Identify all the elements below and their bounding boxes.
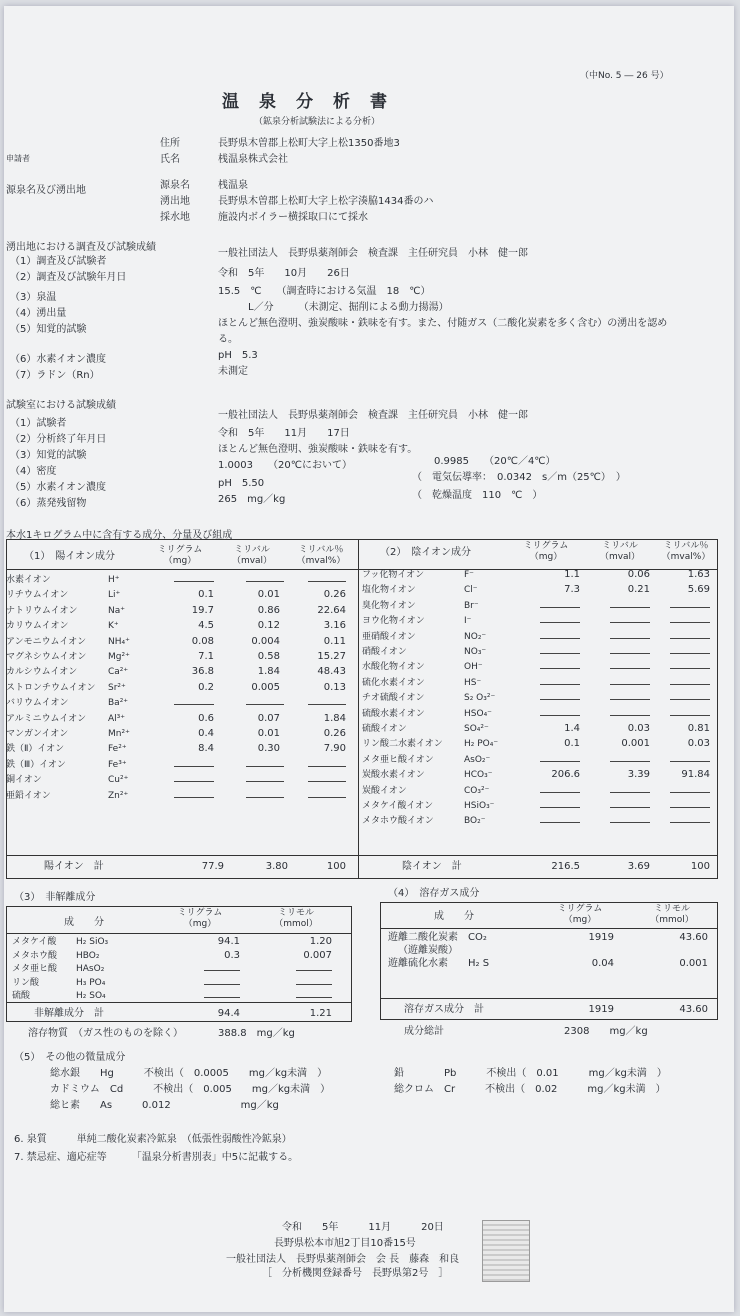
field-heading: 湧出地における調査及び試験成績 <box>6 242 156 253</box>
cation-formula: Sr²⁺ <box>108 682 126 693</box>
cation-title: （1） 陽イオン成分 <box>24 551 116 562</box>
cation-name: アンモニウムイオン <box>6 636 87 647</box>
nondiss-title: （3） 非解離成分 <box>14 892 96 903</box>
col-header-mg: ミリグラム <box>557 904 603 914</box>
empty-value-dash <box>540 822 580 823</box>
empty-value-dash <box>540 653 580 654</box>
cation-pct: 0.26 <box>323 728 346 739</box>
anion-name: リン酸二水素イオン <box>362 739 443 750</box>
anion-total-label: 陰イオン 計 <box>402 861 462 872</box>
anion-mg: 0.1 <box>564 738 580 750</box>
anion-name: 硝酸イオン <box>362 647 407 657</box>
empty-value-dash <box>610 607 650 608</box>
issuer-address: 長野県松本市旭2丁目10番15号 <box>274 1238 416 1249</box>
anion-formula: Br⁻ <box>464 600 479 611</box>
empty-value-dash <box>610 668 650 669</box>
empty-value-dash <box>246 581 284 582</box>
empty-value-dash <box>610 792 650 793</box>
cation-name: 亜鉛イオン <box>6 790 51 801</box>
col-header-mg-unit: （mg） <box>163 556 197 566</box>
cation-pct: 3.16 <box>323 620 346 632</box>
trace-title: （5） その他の微量成分 <box>14 1052 126 1063</box>
anion-total-mg: 216.5 <box>551 861 580 872</box>
lab-value: ほとんど無色澄明、強炭酸味・鉄味を有す。 <box>218 444 418 455</box>
anion-mval: 3.39 <box>627 769 650 781</box>
cation-pct: 0.11 <box>323 635 346 647</box>
cation-mval: 0.01 <box>257 728 280 739</box>
cation-mg: 4.5 <box>198 620 214 632</box>
anion-pct: 5.69 <box>687 584 710 596</box>
anion-name: 炭酸イオン <box>362 785 407 796</box>
empty-value-dash <box>296 984 332 985</box>
col-header-mg: ミリグラム <box>177 908 223 918</box>
empty-value-dash <box>308 581 346 582</box>
empty-value-dash <box>670 653 710 654</box>
cation-name: 水素イオン <box>6 575 51 585</box>
lab-key: （1）試験者 <box>10 418 67 429</box>
cation-name: 銅イオン <box>6 775 42 786</box>
field-key: （6）水素イオン濃度 <box>10 354 107 365</box>
anion-pct: 91.84 <box>681 769 710 781</box>
source-label: 源泉名及び湧出地 <box>6 185 86 196</box>
lab-value: 1.0003 （20℃において） <box>218 460 352 471</box>
lab-heading: 試験室における試験成績 <box>6 400 116 411</box>
empty-value-dash <box>246 704 284 705</box>
cation-pct: 1.84 <box>323 712 346 724</box>
empty-value-dash <box>540 792 580 793</box>
anion-name: 塩化物イオン <box>362 585 416 596</box>
col-header-mval-unit: （mval） <box>599 552 641 562</box>
empty-value-dash <box>670 638 710 639</box>
col-header-mmol: ミリモル <box>653 904 690 914</box>
anion-formula: S₂ O₃²⁻ <box>464 693 496 704</box>
cation-mval: 1.84 <box>257 666 280 678</box>
empty-value-dash <box>540 638 580 639</box>
drying-temp: （ 乾燥温度 110 ℃ ） <box>412 490 543 501</box>
gas-total-mg: 1919 <box>588 1004 614 1015</box>
anion-mval: 0.21 <box>627 584 650 596</box>
gas-h2s-mg: 0.04 <box>591 958 614 969</box>
empty-value-dash <box>670 684 710 685</box>
cation-formula: Zn²⁺ <box>108 790 129 801</box>
nondiss-mg: 0.3 <box>224 949 240 961</box>
empty-value-dash <box>308 766 346 767</box>
cation-name: アルミニウムイオン <box>6 713 87 724</box>
cation-formula: Fe³⁺ <box>108 759 127 770</box>
nondiss-formula: H₂ SO₄ <box>76 991 106 1001</box>
anion-name: メタケイ酸イオン <box>362 801 434 811</box>
anion-mg: 1.1 <box>564 569 580 580</box>
trace-row: 鉛 Pb 不検出（ 0.01 mg／kg未満 ） <box>394 1068 667 1079</box>
anion-name: 臭化物イオン <box>362 600 416 611</box>
lab-key: （3）知覚的試験 <box>10 450 87 461</box>
trace-row: 総水銀 Hg 不検出（ 0.0005 mg／kg未満 ） <box>50 1068 328 1079</box>
gas-total-label: 溶存ガス成分 計 <box>404 1004 484 1015</box>
cation-mg: 8.4 <box>198 743 214 755</box>
cation-mval: 0.004 <box>251 635 280 647</box>
nondiss-formula: H₃ PO₄ <box>76 977 106 988</box>
cation-mval: 0.005 <box>251 681 280 693</box>
nondiss-name: 硫酸 <box>12 991 31 1001</box>
empty-value-dash <box>540 622 580 623</box>
field-value: 未測定 <box>218 366 248 377</box>
gas-co2-name: 遊離二酸化炭素 CO₂ <box>388 932 487 943</box>
anion-pct: 1.63 <box>687 569 710 580</box>
anion-formula: Cl⁻ <box>464 585 478 596</box>
density-extra: 0.9985 （20℃／4℃） <box>434 456 556 467</box>
col-header-pct-unit: （mval%） <box>296 556 346 566</box>
field-key: （4）湧出量 <box>10 308 67 319</box>
cation-mg: 7.1 <box>198 651 214 662</box>
empty-value-dash <box>610 822 650 823</box>
cation-mg: 19.7 <box>191 604 214 616</box>
spring-quality: 6. 泉質 単純二酸化炭素冷鉱泉 （低張性弱酸性冷鉱泉） <box>14 1134 292 1145</box>
empty-value-dash <box>308 704 346 705</box>
anion-formula: NO₃⁻ <box>464 647 487 657</box>
cation-pct: 0.13 <box>323 681 346 693</box>
nondiss-name: リン酸 <box>12 977 40 988</box>
gas-co2-sub: （遊離炭酸） <box>398 945 458 956</box>
col-header-mmol: ミリモル <box>277 908 314 918</box>
applicant-addr-key: 住所 <box>160 138 180 149</box>
anion-formula: CO₃²⁻ <box>464 785 490 796</box>
col-header-pct: ミリバル％ <box>663 541 709 551</box>
empty-value-dash <box>540 699 580 700</box>
anion-formula: H₂ PO₄⁻ <box>464 739 499 750</box>
nondiss-name: メタケイ酸 <box>12 937 57 947</box>
col-header-mval: ミリバル <box>234 545 270 555</box>
subtitle: （鉱泉分析試験法による分析） <box>254 117 381 127</box>
cation-mval: 0.86 <box>257 604 280 616</box>
page-title: 温泉分析書 <box>222 92 407 112</box>
cation-pct: 7.90 <box>323 743 346 755</box>
cation-mg: 0.6 <box>198 712 214 724</box>
col-header-mg: ミリグラム <box>157 545 203 555</box>
field-value: L／分 （未測定、掘削による動力揚湯） <box>218 302 449 313</box>
empty-value-dash <box>246 781 284 782</box>
empty-value-dash <box>204 970 240 971</box>
cation-mg: 0.2 <box>198 681 214 693</box>
empty-value-dash <box>610 638 650 639</box>
cation-formula: Na⁺ <box>108 605 125 616</box>
empty-value-dash <box>610 653 650 654</box>
cation-name: 鉄（Ⅲ）イオン <box>6 759 66 770</box>
empty-value-dash <box>540 668 580 669</box>
col-header-mval: ミリバル <box>602 541 638 551</box>
anion-name: 亜硝酸イオン <box>362 631 416 642</box>
nondiss-total-mmol: 1.21 <box>309 1008 332 1019</box>
anion-formula: SO₄²⁻ <box>464 724 489 734</box>
anion-mval: 0.001 <box>621 738 650 750</box>
cation-name: カリウムイオン <box>6 621 69 632</box>
nondiss-mmol: 0.007 <box>303 949 332 961</box>
empty-value-dash <box>670 822 710 823</box>
gas-h2s-name: 遊離硫化水素 H₂ S <box>388 958 490 969</box>
cation-total-pct: 100 <box>326 861 346 872</box>
col-header-mg-unit: （mg） <box>183 919 217 929</box>
cation-formula: Mg²⁺ <box>108 652 130 662</box>
empty-value-dash <box>174 766 214 767</box>
col-header-mval-unit: （mval） <box>231 556 273 566</box>
source-sample-key: 採水地 <box>160 212 190 223</box>
empty-value-dash <box>540 807 580 808</box>
cation-name: マグネシウムイオン <box>6 652 87 662</box>
anion-name: 硫酸イオン <box>362 724 407 734</box>
nondiss-formula: HAsO₂ <box>76 964 105 974</box>
empty-value-dash <box>540 761 580 762</box>
empty-value-dash <box>670 715 710 716</box>
registration-number: ［ 分析機関登録番号 長野県第2号 ］ <box>262 1268 449 1279</box>
empty-value-dash <box>296 997 332 998</box>
cation-name: カルシウムイオン <box>6 667 78 678</box>
empty-value-dash <box>610 807 650 808</box>
empty-value-dash <box>540 607 580 608</box>
cation-mg: 0.4 <box>198 728 214 739</box>
cation-name: リチウムイオン <box>6 590 69 601</box>
applicant-address: 長野県木曽郡上松町大字上松1350番地3 <box>218 138 400 149</box>
cation-mval: 0.30 <box>257 743 280 755</box>
trace-row: カドミウム Cd 不検出（ 0.005 mg／kg未満 ） <box>50 1084 331 1095</box>
cation-pct: 48.43 <box>317 666 346 678</box>
nondiss-mmol: 1.20 <box>309 936 332 947</box>
trace-row: 総ヒ素 As 0.012 mg／kg <box>50 1100 279 1111</box>
lab-key: （6）蒸発残留物 <box>10 498 87 509</box>
anion-mval: 0.03 <box>627 723 650 734</box>
lab-key: （5）水素イオン濃度 <box>10 482 107 493</box>
anion-name: チオ硫酸イオン <box>362 693 425 704</box>
field-value: る。 <box>218 334 238 345</box>
anion-title: （2） 陰イオン成分 <box>380 547 472 558</box>
empty-value-dash <box>670 792 710 793</box>
empty-value-dash <box>610 715 650 716</box>
empty-value-dash <box>610 622 650 623</box>
trace-row: 総クロム Cr 不検出（ 0.02 mg／kg未満 ） <box>394 1084 666 1095</box>
anion-formula: I⁻ <box>464 616 472 627</box>
empty-value-dash <box>246 766 284 767</box>
empty-value-dash <box>610 684 650 685</box>
anion-formula: BO₂⁻ <box>464 816 486 827</box>
cation-formula: Fe²⁺ <box>108 744 127 755</box>
cation-formula: Cu²⁺ <box>108 775 129 786</box>
empty-value-dash <box>670 668 710 669</box>
empty-value-dash <box>174 781 214 782</box>
nondiss-name: メタ亜ヒ酸 <box>12 964 58 974</box>
composition-heading: 本水1キログラム中に含有する成分、分量及び組成 <box>6 530 233 541</box>
applicant-name: 桟温泉株式会社 <box>218 154 288 165</box>
col-header-mg-unit: （mg） <box>563 915 597 925</box>
nondiss-mg: 94.1 <box>217 936 240 947</box>
issuer-org: 一般社団法人 長野県薬剤師会 会 長 藤森 和良 <box>226 1254 460 1265</box>
anion-name: 硫酸水素イオン <box>362 708 425 719</box>
anion-pct: 0.03 <box>687 738 710 750</box>
anion-name: 硫化水素イオン <box>362 677 425 688</box>
cation-formula: Ca²⁺ <box>108 667 129 678</box>
anion-name: 水酸化物イオン <box>362 662 425 673</box>
cation-formula: K⁺ <box>108 621 119 632</box>
analysis-document <box>4 6 734 1312</box>
anion-name: 炭酸水素イオン <box>362 770 425 781</box>
anion-formula: HCO₃⁻ <box>464 770 493 781</box>
col-header-component: 成 分 <box>64 917 104 928</box>
lab-key: （2）分析終了年月日 <box>10 434 107 445</box>
empty-value-dash <box>610 699 650 700</box>
field-value: ほとんど無色澄明、強炭酸味・鉄味を有す。また、付随ガス（二酸化炭素を多く含む）の湧出を認め <box>218 318 668 329</box>
col-header-mg-unit: （mg） <box>529 552 563 562</box>
cation-pct: 15.27 <box>317 651 346 662</box>
empty-value-dash <box>308 781 346 782</box>
cation-mg: 0.08 <box>191 635 214 647</box>
empty-value-dash <box>204 997 240 998</box>
cation-formula: NH₄⁺ <box>108 636 130 647</box>
nondiss-total-mg: 94.4 <box>217 1008 240 1019</box>
cation-pct: 0.26 <box>323 589 346 601</box>
gas-co2-mmol: 43.60 <box>679 932 708 943</box>
issue-date: 令和 5年 11月 20日 <box>282 1222 444 1233</box>
cation-name: ナトリウムイオン <box>6 605 78 616</box>
cation-pct: 22.64 <box>317 604 346 616</box>
cation-total-mg: 77.9 <box>201 861 224 872</box>
cation-mval: 0.58 <box>257 651 280 662</box>
cation-formula: Ba²⁺ <box>108 698 129 709</box>
empty-value-dash <box>670 607 710 608</box>
anion-formula: NO₂⁻ <box>464 631 487 642</box>
indications: 7. 禁忌症、適応症等 「温泉分析書別表」中5に記載する。 <box>14 1152 299 1163</box>
anion-mg: 206.6 <box>551 769 580 781</box>
cation-total-mval: 3.80 <box>265 861 288 872</box>
empty-value-dash <box>540 715 580 716</box>
field-key: （2）調査及び試験年月日 <box>10 272 127 283</box>
cation-mg: 0.1 <box>198 589 214 601</box>
gas-title: （4） 溶存ガス成分 <box>388 888 480 899</box>
applicant-label: 申請者 <box>6 154 30 163</box>
cation-mg: 36.8 <box>191 666 214 678</box>
field-value: 一般社団法人 長野県薬剤師会 検査課 主任研究員 小林 健一郎 <box>218 248 528 259</box>
cation-name: マンガンイオン <box>6 729 69 739</box>
empty-value-dash <box>174 797 214 798</box>
source-loc-key: 湧出地 <box>160 196 190 207</box>
col-header-mmol-unit: （mmol） <box>274 919 318 929</box>
field-key: （1）調査及び試験者 <box>10 256 107 267</box>
empty-value-dash <box>204 984 240 985</box>
anion-formula: OH⁻ <box>464 662 483 673</box>
nondiss-formula: H₂ SiO₃ <box>76 937 109 947</box>
anion-name: ヨウ化物イオン <box>362 616 425 627</box>
empty-value-dash <box>670 761 710 762</box>
anion-name: メタホウ酸イオン <box>362 816 434 827</box>
dissolved-matter: 溶存物質 （ガス性のものを除く） 388.8 mg／kg <box>28 1028 295 1039</box>
empty-value-dash <box>296 970 332 971</box>
anion-formula: AsO₂⁻ <box>464 754 491 765</box>
anion-total-mval: 3.69 <box>627 861 650 872</box>
doc-number: （中No. 5 ― 26 号） <box>580 71 669 81</box>
total-components: 成分総計 2308 mg／kg <box>404 1026 648 1037</box>
lab-value: 令和 5年 11月 17日 <box>218 428 350 439</box>
lab-value: pH 5.50 <box>218 478 265 489</box>
source-name-key: 源泉名 <box>160 180 190 191</box>
nondiss-formula: HBO₂ <box>76 950 100 961</box>
col-header-mg: ミリグラム <box>523 541 569 551</box>
anion-formula: HSiO₃⁻ <box>464 801 495 811</box>
empty-value-dash <box>610 761 650 762</box>
gas-total-mmol: 43.60 <box>679 1004 708 1015</box>
lab-value: 265 mg／kg <box>218 494 286 505</box>
col-header-pct: ミリバル％ <box>298 545 344 555</box>
source-location: 長野県木曽郡上松町大字上松字湊脇1434番のハ <box>218 196 434 207</box>
empty-value-dash <box>308 797 346 798</box>
nondiss-total-label: 非解離成分 計 <box>34 1008 104 1019</box>
official-seal <box>482 1220 530 1282</box>
anion-formula: HS⁻ <box>464 677 482 688</box>
anion-mg: 7.3 <box>564 584 580 596</box>
field-key: （3）泉温 <box>10 292 57 303</box>
col-header-mmol-unit: （mmol） <box>650 915 694 925</box>
field-key: （5）知覚的試験 <box>10 324 87 335</box>
gas-co2-mg: 1919 <box>588 932 614 943</box>
cation-name: バリウムイオン <box>6 698 69 709</box>
cation-formula: Mn²⁺ <box>108 729 130 739</box>
empty-value-dash <box>246 797 284 798</box>
lab-value: 一般社団法人 長野県薬剤師会 検査課 主任研究員 小林 健一郎 <box>218 410 528 421</box>
empty-value-dash <box>174 704 214 705</box>
anion-name: メタ亜ヒ酸イオン <box>362 754 434 765</box>
cation-total-label: 陽イオン 計 <box>44 861 104 872</box>
empty-value-dash <box>174 581 214 582</box>
anion-pct: 0.81 <box>687 723 710 734</box>
nondiss-name: メタホウ酸 <box>12 950 58 961</box>
col-header-pct-unit: （mval%） <box>661 552 711 562</box>
field-value: 令和 5年 10月 26日 <box>218 268 350 279</box>
applicant-name-key: 氏名 <box>160 154 180 165</box>
anion-total-pct: 100 <box>690 861 710 872</box>
anion-formula: HSO₄⁻ <box>464 708 492 719</box>
anion-mg: 1.4 <box>564 723 580 734</box>
gas-h2s-mmol: 0.001 <box>679 958 708 969</box>
cation-mval: 0.01 <box>257 589 280 601</box>
cation-name: 鉄（Ⅱ）イオン <box>6 744 65 755</box>
cation-name: ストロンチウムイオン <box>6 682 96 693</box>
anion-mval: 0.06 <box>627 569 650 580</box>
empty-value-dash <box>670 622 710 623</box>
source-sample: 施設内ボイラー横採取口にて採水 <box>218 212 368 223</box>
cation-formula: Al³⁺ <box>108 713 126 724</box>
cation-formula: H⁺ <box>108 575 120 585</box>
cation-formula: Li⁺ <box>108 590 121 601</box>
empty-value-dash <box>670 699 710 700</box>
field-value: 15.5 ℃ （調査時における気温 18 ℃） <box>218 286 431 297</box>
field-key: （7）ラドン（Rn） <box>10 370 100 381</box>
empty-value-dash <box>670 807 710 808</box>
cation-mval: 0.07 <box>257 712 280 724</box>
empty-value-dash <box>540 684 580 685</box>
cation-mval: 0.12 <box>257 620 280 632</box>
lab-key: （4）密度 <box>10 466 57 477</box>
field-value: pH 5.3 <box>218 350 258 361</box>
anion-name: フッ化物イオン <box>362 570 425 580</box>
conductivity: （ 電気伝導率： 0.0342 s／m（25℃） ） <box>412 472 626 483</box>
col-header-component: 成 分 <box>434 911 474 922</box>
source-name: 桟温泉 <box>218 180 248 191</box>
anion-formula: F⁻ <box>464 570 474 580</box>
